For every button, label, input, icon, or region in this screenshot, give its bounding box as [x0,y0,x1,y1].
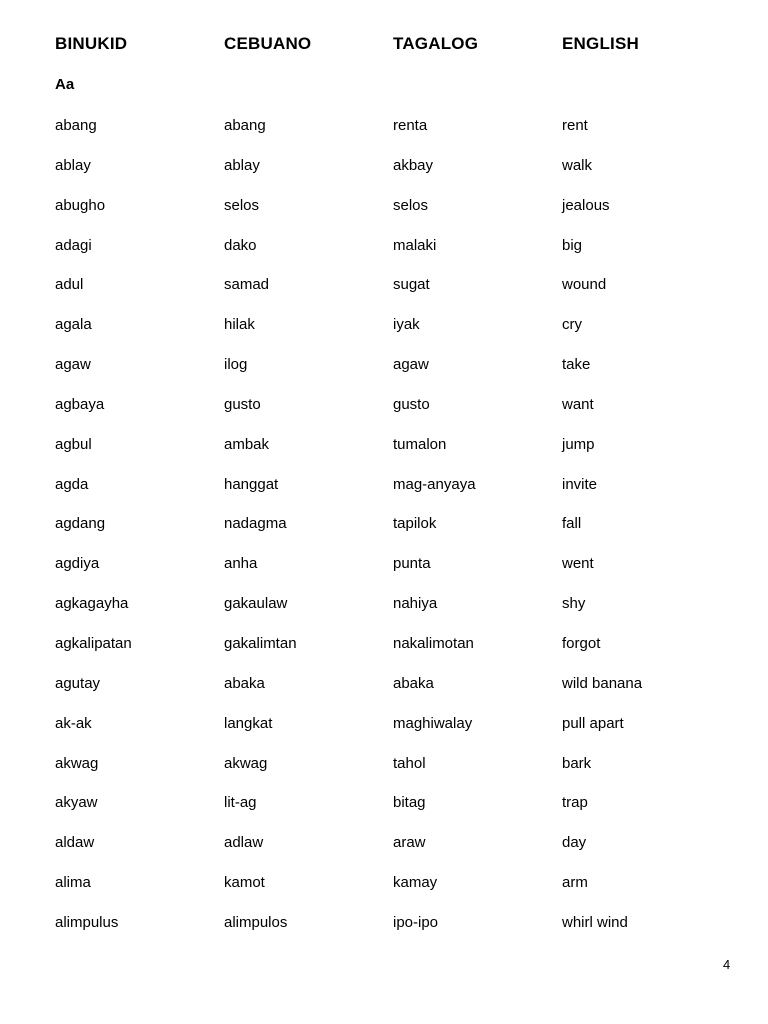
binukid-word: agaw [55,356,91,374]
binukid-word: agda [55,475,89,493]
table-row [55,874,755,914]
english-word: bark [562,754,592,772]
table-row [55,396,755,436]
table-row [55,914,755,954]
cebuano-word: ablay [224,156,260,174]
english-word: cry [562,316,582,334]
tagalog-word: tumalon [393,435,447,453]
binukid-word: adagi [55,236,92,254]
tagalog-word: bitag [393,794,426,812]
table-row [55,555,755,595]
table-row [55,157,755,197]
english-word: fall [562,515,582,533]
english-word: trap [562,794,588,812]
tagalog-word: ipo-ipo [393,913,439,931]
cebuano-word: anha [224,555,258,573]
table-row [55,476,755,516]
tagalog-word: malaki [393,236,437,254]
english-word: jealous [562,196,610,214]
binukid-word: agdiya [55,555,100,573]
tagalog-word: tahol [393,754,426,772]
english-word: day [562,834,587,852]
tagalog-word: sugat [393,276,430,294]
english-word: whirl wind [562,913,628,931]
tagalog-word: iyak [393,316,420,334]
binukid-word: alimpulus [55,913,119,931]
cebuano-word: nadagma [224,515,287,533]
tagalog-word: nakalimotan [393,634,474,652]
binukid-word: agbaya [55,395,105,413]
table-row [55,794,755,834]
table-row [55,635,755,675]
column-headers [55,34,755,56]
tagalog-word: punta [393,555,431,573]
tagalog-word: agaw [393,356,429,374]
cebuano-word: selos [224,196,260,214]
binukid-word: alima [55,874,91,892]
cebuano-word: langkat [224,714,273,732]
tagalog-word: gusto [393,395,430,413]
binukid-word: abugho [55,196,106,214]
tagalog-word: abaka [393,674,434,692]
cebuano-word: lit-ag [224,794,257,812]
english-word: big [562,236,583,254]
english-word: pull apart [562,714,624,732]
table-row [55,715,755,755]
binukid-word: agdang [55,515,106,533]
table-row [55,436,755,476]
binukid-word: akyaw [55,794,98,812]
english-word: went [562,555,594,573]
cebuano-word: abang [224,117,266,134]
english-word: wound [562,276,607,294]
binukid-word: akwag [55,754,99,772]
tagalog-word: maghiwalay [393,714,473,732]
header-english: ENGLISH [562,34,639,53]
tagalog-word: nahiya [393,595,438,613]
binukid-word: ak-ak [55,714,92,732]
cebuano-word: ilog [224,356,248,374]
binukid-word: agkalipatan [55,634,132,652]
binukid-word: agbul [55,435,92,453]
cebuano-word: hanggat [224,475,279,493]
english-word: jump [562,435,595,453]
cebuano-word: gusto [224,395,261,413]
english-word: forgot [562,634,601,652]
table-row [55,755,755,795]
english-word: wild banana [562,674,643,692]
cebuano-word: akwag [224,754,268,772]
table-row [55,595,755,635]
english-word: rent [562,117,588,134]
english-word: walk [562,156,593,174]
tagalog-word: akbay [393,156,434,174]
cebuano-word: gakalimtan [224,634,297,652]
cebuano-word: kamot [224,874,265,892]
page-number: 4 [723,957,731,972]
english-word: take [562,356,591,374]
word-list [55,117,755,954]
binukid-word: adul [55,276,84,294]
tagalog-word: selos [393,196,429,214]
binukid-word: abang [55,117,97,134]
cebuano-word: ambak [224,435,270,453]
tagalog-word: kamay [393,874,438,892]
tagalog-word: araw [393,834,426,852]
table-row [55,515,755,555]
header-cebuano: CEBUANO [224,34,312,53]
cebuano-word: dako [224,236,257,254]
english-word: want [562,395,594,413]
cebuano-word: gakaulaw [224,595,288,613]
tagalog-word: mag-anyaya [393,475,476,493]
tagalog-word: renta [393,117,428,134]
english-word: arm [562,874,588,892]
table-row [55,117,755,157]
table-row [55,276,755,316]
cebuano-word: hilak [224,316,255,334]
header-tagalog: TAGALOG [393,34,479,53]
english-word: invite [562,475,598,493]
header-binukid: BINUKID [55,34,128,53]
binukid-word: agutay [55,674,101,692]
table-row [55,675,755,715]
cebuano-word: samad [224,276,270,294]
cebuano-word: abaka [224,674,265,692]
table-row [55,237,755,277]
binukid-word: agala [55,316,92,334]
cebuano-word: adlaw [224,834,264,852]
english-word: shy [562,595,586,613]
cebuano-word: alimpulos [224,913,288,931]
binukid-word: aldaw [55,834,95,852]
tagalog-word: tapilok [393,515,437,533]
table-row [55,316,755,356]
table-row [55,834,755,874]
binukid-word: agkagayha [55,595,129,613]
section-letter: Aa [55,76,75,93]
table-row [55,197,755,237]
table-row [55,356,755,396]
binukid-word: ablay [55,156,91,174]
